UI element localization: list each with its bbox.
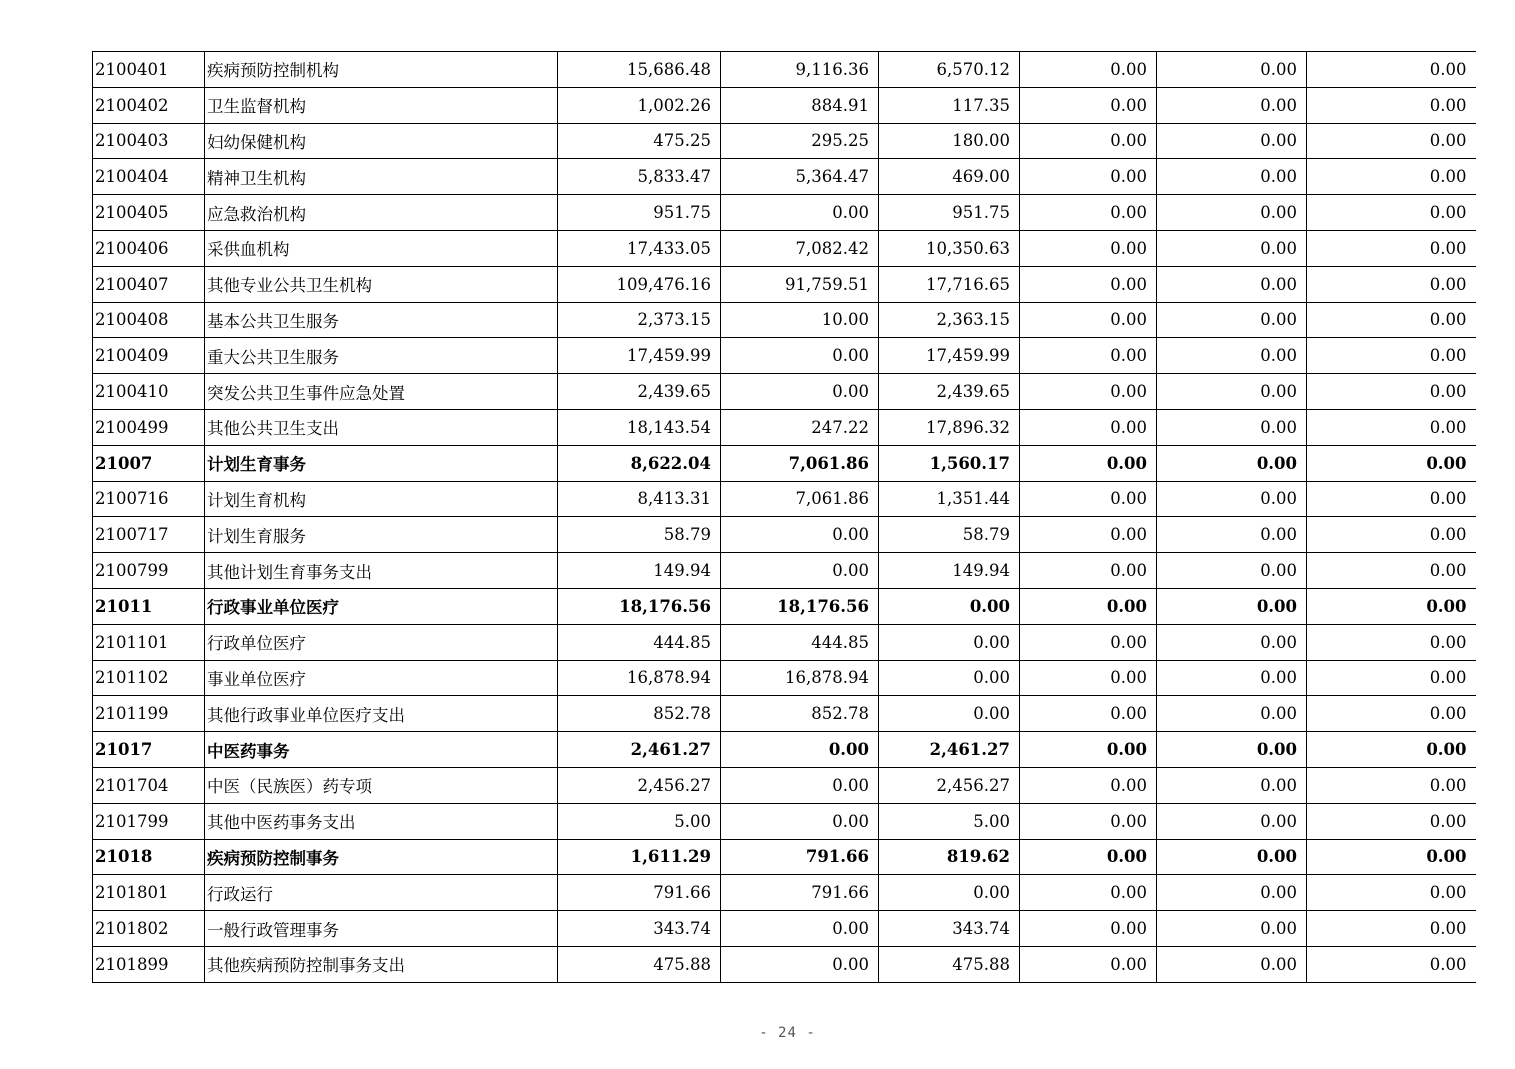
amount-cell: 852.78 bbox=[558, 696, 721, 732]
amount-cell: 0.00 bbox=[1157, 374, 1307, 410]
table-row bbox=[93, 52, 1476, 88]
subject-name-cell: 计划生育服务 bbox=[205, 517, 558, 553]
amount-cell: 0.00 bbox=[1157, 660, 1307, 696]
amount-cell: 0.00 bbox=[721, 911, 879, 947]
amount-cell: 0.00 bbox=[1157, 696, 1307, 732]
amount-cell: 0.00 bbox=[1307, 660, 1476, 696]
amount-cell: 0.00 bbox=[1157, 803, 1307, 839]
table-row bbox=[93, 87, 1476, 123]
table-row bbox=[93, 732, 1476, 768]
amount-cell: 6,570.12 bbox=[879, 52, 1020, 88]
amount-cell: 0.00 bbox=[879, 624, 1020, 660]
amount-cell: 0.00 bbox=[1157, 266, 1307, 302]
subject-code-cell: 2100799 bbox=[93, 553, 205, 589]
amount-cell: 58.79 bbox=[558, 517, 721, 553]
amount-cell: 0.00 bbox=[1157, 946, 1307, 982]
amount-cell: 5,833.47 bbox=[558, 159, 721, 195]
amount-cell: 0.00 bbox=[721, 767, 879, 803]
amount-cell: 475.88 bbox=[558, 946, 721, 982]
amount-cell: 0.00 bbox=[1020, 445, 1157, 481]
amount-cell: 0.00 bbox=[1020, 195, 1157, 231]
amount-cell: 0.00 bbox=[1020, 553, 1157, 589]
subject-code-cell: 2101799 bbox=[93, 803, 205, 839]
table-row bbox=[93, 767, 1476, 803]
subject-code-cell: 2100408 bbox=[93, 302, 205, 338]
subject-code-cell: 2100717 bbox=[93, 517, 205, 553]
amount-cell: 0.00 bbox=[879, 660, 1020, 696]
subject-code-cell: 2101199 bbox=[93, 696, 205, 732]
amount-cell: 2,456.27 bbox=[558, 767, 721, 803]
amount-cell: 0.00 bbox=[1307, 302, 1476, 338]
amount-cell: 0.00 bbox=[1157, 732, 1307, 768]
amount-cell: 1,351.44 bbox=[879, 481, 1020, 517]
subject-code-cell: 21018 bbox=[93, 839, 205, 875]
amount-cell: 5.00 bbox=[558, 803, 721, 839]
subject-code-cell: 21007 bbox=[93, 445, 205, 481]
amount-cell: 0.00 bbox=[1307, 195, 1476, 231]
budget-expenditure-table bbox=[92, 51, 1476, 983]
amount-cell: 9,116.36 bbox=[721, 52, 879, 88]
subject-code-cell: 2101102 bbox=[93, 660, 205, 696]
amount-cell: 2,373.15 bbox=[558, 302, 721, 338]
amount-cell: 0.00 bbox=[1157, 445, 1307, 481]
amount-cell: 0.00 bbox=[1307, 588, 1476, 624]
subject-code-cell: 2100401 bbox=[93, 52, 205, 88]
table-row bbox=[93, 696, 1476, 732]
subject-code-cell: 2101802 bbox=[93, 911, 205, 947]
subject-name-cell: 其他疾病预防控制事务支出 bbox=[205, 946, 558, 982]
table-row bbox=[93, 230, 1476, 266]
amount-cell: 2,461.27 bbox=[879, 732, 1020, 768]
amount-cell: 852.78 bbox=[721, 696, 879, 732]
subject-code-cell: 2100404 bbox=[93, 159, 205, 195]
amount-cell: 149.94 bbox=[558, 553, 721, 589]
amount-cell: 0.00 bbox=[1157, 302, 1307, 338]
table-row bbox=[93, 588, 1476, 624]
amount-cell: 0.00 bbox=[1020, 624, 1157, 660]
amount-cell: 0.00 bbox=[1020, 660, 1157, 696]
amount-cell: 295.25 bbox=[721, 123, 879, 159]
amount-cell: 0.00 bbox=[1307, 87, 1476, 123]
table-row bbox=[93, 839, 1476, 875]
amount-cell: 7,082.42 bbox=[721, 230, 879, 266]
amount-cell: 819.62 bbox=[879, 839, 1020, 875]
amount-cell: 0.00 bbox=[1020, 696, 1157, 732]
subject-name-cell: 精神卫生机构 bbox=[205, 159, 558, 195]
subject-code-cell: 2100406 bbox=[93, 230, 205, 266]
amount-cell: 0.00 bbox=[1307, 517, 1476, 553]
subject-name-cell: 行政单位医疗 bbox=[205, 624, 558, 660]
subject-name-cell: 疾病预防控制机构 bbox=[205, 52, 558, 88]
table-row bbox=[93, 553, 1476, 589]
subject-name-cell: 其他专业公共卫生机构 bbox=[205, 266, 558, 302]
subject-code-cell: 2101704 bbox=[93, 767, 205, 803]
subject-name-cell: 妇幼保健机构 bbox=[205, 123, 558, 159]
amount-cell: 0.00 bbox=[1307, 123, 1476, 159]
amount-cell: 0.00 bbox=[721, 338, 879, 374]
amount-cell: 15,686.48 bbox=[558, 52, 721, 88]
subject-name-cell: 行政运行 bbox=[205, 875, 558, 911]
amount-cell: 884.91 bbox=[721, 87, 879, 123]
amount-cell: 0.00 bbox=[1157, 52, 1307, 88]
subject-name-cell: 基本公共卫生服务 bbox=[205, 302, 558, 338]
amount-cell: 0.00 bbox=[1020, 409, 1157, 445]
amount-cell: 475.25 bbox=[558, 123, 721, 159]
amount-cell: 475.88 bbox=[879, 946, 1020, 982]
amount-cell: 0.00 bbox=[1157, 409, 1307, 445]
subject-name-cell: 计划生育事务 bbox=[205, 445, 558, 481]
amount-cell: 0.00 bbox=[1307, 624, 1476, 660]
table-row bbox=[93, 266, 1476, 302]
amount-cell: 0.00 bbox=[1157, 230, 1307, 266]
amount-cell: 0.00 bbox=[1307, 481, 1476, 517]
amount-cell: 0.00 bbox=[1307, 767, 1476, 803]
subject-code-cell: 2101101 bbox=[93, 624, 205, 660]
amount-cell: 0.00 bbox=[1157, 87, 1307, 123]
table-row bbox=[93, 517, 1476, 553]
subject-name-cell: 行政事业单位医疗 bbox=[205, 588, 558, 624]
amount-cell: 0.00 bbox=[1020, 230, 1157, 266]
amount-cell: 951.75 bbox=[558, 195, 721, 231]
amount-cell: 791.66 bbox=[721, 875, 879, 911]
amount-cell: 0.00 bbox=[1020, 767, 1157, 803]
amount-cell: 0.00 bbox=[1307, 911, 1476, 947]
amount-cell: 2,439.65 bbox=[879, 374, 1020, 410]
amount-cell: 0.00 bbox=[1020, 839, 1157, 875]
amount-cell: 149.94 bbox=[879, 553, 1020, 589]
amount-cell: 469.00 bbox=[879, 159, 1020, 195]
amount-cell: 0.00 bbox=[721, 553, 879, 589]
amount-cell: 0.00 bbox=[1307, 230, 1476, 266]
amount-cell: 0.00 bbox=[1157, 517, 1307, 553]
table-body bbox=[93, 52, 1476, 983]
amount-cell: 8,413.31 bbox=[558, 481, 721, 517]
subject-code-cell: 21017 bbox=[93, 732, 205, 768]
amount-cell: 0.00 bbox=[1307, 732, 1476, 768]
subject-code-cell: 2100410 bbox=[93, 374, 205, 410]
amount-cell: 0.00 bbox=[1020, 52, 1157, 88]
amount-cell: 0.00 bbox=[1020, 87, 1157, 123]
amount-cell: 0.00 bbox=[1307, 875, 1476, 911]
subject-code-cell: 2100499 bbox=[93, 409, 205, 445]
amount-cell: 0.00 bbox=[1307, 839, 1476, 875]
table-row bbox=[93, 946, 1476, 982]
amount-cell: 0.00 bbox=[1157, 553, 1307, 589]
amount-cell: 109,476.16 bbox=[558, 266, 721, 302]
amount-cell: 0.00 bbox=[1307, 803, 1476, 839]
subject-code-cell: 21011 bbox=[93, 588, 205, 624]
subject-name-cell: 重大公共卫生服务 bbox=[205, 338, 558, 374]
amount-cell: 91,759.51 bbox=[721, 266, 879, 302]
amount-cell: 0.00 bbox=[1157, 159, 1307, 195]
amount-cell: 0.00 bbox=[1307, 266, 1476, 302]
amount-cell: 343.74 bbox=[879, 911, 1020, 947]
table-row bbox=[93, 624, 1476, 660]
amount-cell: 0.00 bbox=[1020, 732, 1157, 768]
subject-name-cell: 其他计划生育事务支出 bbox=[205, 553, 558, 589]
amount-cell: 1,002.26 bbox=[558, 87, 721, 123]
subject-name-cell: 其他行政事业单位医疗支出 bbox=[205, 696, 558, 732]
amount-cell: 0.00 bbox=[1307, 409, 1476, 445]
amount-cell: 444.85 bbox=[558, 624, 721, 660]
subject-code-cell: 2101899 bbox=[93, 946, 205, 982]
amount-cell: 0.00 bbox=[1020, 338, 1157, 374]
amount-cell: 0.00 bbox=[721, 803, 879, 839]
amount-cell: 17,896.32 bbox=[879, 409, 1020, 445]
amount-cell: 10.00 bbox=[721, 302, 879, 338]
amount-cell: 0.00 bbox=[721, 374, 879, 410]
table-row bbox=[93, 481, 1476, 517]
table-row bbox=[93, 302, 1476, 338]
amount-cell: 58.79 bbox=[879, 517, 1020, 553]
subject-name-cell: 疾病预防控制事务 bbox=[205, 839, 558, 875]
amount-cell: 0.00 bbox=[721, 517, 879, 553]
amount-cell: 0.00 bbox=[1157, 767, 1307, 803]
amount-cell: 0.00 bbox=[1157, 481, 1307, 517]
amount-cell: 16,878.94 bbox=[558, 660, 721, 696]
subject-name-cell: 其他中医药事务支出 bbox=[205, 803, 558, 839]
amount-cell: 0.00 bbox=[1020, 946, 1157, 982]
amount-cell: 0.00 bbox=[1157, 195, 1307, 231]
amount-cell: 0.00 bbox=[1020, 875, 1157, 911]
amount-cell: 0.00 bbox=[1307, 946, 1476, 982]
amount-cell: 5,364.47 bbox=[721, 159, 879, 195]
table-row bbox=[93, 123, 1476, 159]
amount-cell: 17,459.99 bbox=[879, 338, 1020, 374]
amount-cell: 5.00 bbox=[879, 803, 1020, 839]
amount-cell: 2,456.27 bbox=[879, 767, 1020, 803]
table-row bbox=[93, 875, 1476, 911]
amount-cell: 247.22 bbox=[721, 409, 879, 445]
amount-cell: 117.35 bbox=[879, 87, 1020, 123]
amount-cell: 444.85 bbox=[721, 624, 879, 660]
subject-name-cell: 卫生监督机构 bbox=[205, 87, 558, 123]
amount-cell: 0.00 bbox=[1020, 481, 1157, 517]
subject-code-cell: 2100716 bbox=[93, 481, 205, 517]
amount-cell: 0.00 bbox=[1157, 911, 1307, 947]
amount-cell: 7,061.86 bbox=[721, 445, 879, 481]
amount-cell: 0.00 bbox=[1307, 338, 1476, 374]
amount-cell: 791.66 bbox=[721, 839, 879, 875]
amount-cell: 0.00 bbox=[1157, 839, 1307, 875]
amount-cell: 17,459.99 bbox=[558, 338, 721, 374]
subject-code-cell: 2100403 bbox=[93, 123, 205, 159]
subject-name-cell: 突发公共卫生事件应急处置 bbox=[205, 374, 558, 410]
amount-cell: 0.00 bbox=[1307, 445, 1476, 481]
amount-cell: 0.00 bbox=[1307, 52, 1476, 88]
amount-cell: 0.00 bbox=[879, 588, 1020, 624]
amount-cell: 0.00 bbox=[1307, 553, 1476, 589]
subject-code-cell: 2100402 bbox=[93, 87, 205, 123]
subject-name-cell: 计划生育机构 bbox=[205, 481, 558, 517]
subject-code-cell: 2100407 bbox=[93, 266, 205, 302]
table-row bbox=[93, 159, 1476, 195]
table-row bbox=[93, 409, 1476, 445]
amount-cell: 791.66 bbox=[558, 875, 721, 911]
amount-cell: 0.00 bbox=[1307, 374, 1476, 410]
amount-cell: 0.00 bbox=[1157, 123, 1307, 159]
amount-cell: 0.00 bbox=[1157, 588, 1307, 624]
amount-cell: 343.74 bbox=[558, 911, 721, 947]
amount-cell: 18,143.54 bbox=[558, 409, 721, 445]
amount-cell: 8,622.04 bbox=[558, 445, 721, 481]
subject-name-cell: 应急救治机构 bbox=[205, 195, 558, 231]
amount-cell: 18,176.56 bbox=[558, 588, 721, 624]
amount-cell: 16,878.94 bbox=[721, 660, 879, 696]
table-row bbox=[93, 445, 1476, 481]
subject-name-cell: 事业单位医疗 bbox=[205, 660, 558, 696]
subject-code-cell: 2100409 bbox=[93, 338, 205, 374]
subject-name-cell: 中医药事务 bbox=[205, 732, 558, 768]
subject-name-cell: 中医（民族医）药专项 bbox=[205, 767, 558, 803]
amount-cell: 0.00 bbox=[1020, 517, 1157, 553]
amount-cell: 0.00 bbox=[1157, 624, 1307, 660]
amount-cell: 7,061.86 bbox=[721, 481, 879, 517]
amount-cell: 10,350.63 bbox=[879, 230, 1020, 266]
amount-cell: 2,363.15 bbox=[879, 302, 1020, 338]
amount-cell: 0.00 bbox=[1157, 875, 1307, 911]
page-number: - 24 - bbox=[759, 1025, 816, 1041]
amount-cell: 0.00 bbox=[1020, 588, 1157, 624]
amount-cell: 2,439.65 bbox=[558, 374, 721, 410]
amount-cell: 0.00 bbox=[1020, 266, 1157, 302]
amount-cell: 0.00 bbox=[1307, 696, 1476, 732]
table-row bbox=[93, 374, 1476, 410]
amount-cell: 18,176.56 bbox=[721, 588, 879, 624]
amount-cell: 17,716.65 bbox=[879, 266, 1020, 302]
amount-cell: 0.00 bbox=[1020, 803, 1157, 839]
amount-cell: 0.00 bbox=[1307, 159, 1476, 195]
amount-cell: 17,433.05 bbox=[558, 230, 721, 266]
subject-name-cell: 其他公共卫生支出 bbox=[205, 409, 558, 445]
amount-cell: 0.00 bbox=[879, 696, 1020, 732]
amount-cell: 0.00 bbox=[1020, 911, 1157, 947]
amount-cell: 0.00 bbox=[1020, 374, 1157, 410]
subject-code-cell: 2100405 bbox=[93, 195, 205, 231]
amount-cell: 0.00 bbox=[1020, 302, 1157, 338]
amount-cell: 951.75 bbox=[879, 195, 1020, 231]
subject-code-cell: 2101801 bbox=[93, 875, 205, 911]
amount-cell: 0.00 bbox=[1020, 159, 1157, 195]
table-row bbox=[93, 803, 1476, 839]
amount-cell: 0.00 bbox=[721, 732, 879, 768]
amount-cell: 0.00 bbox=[879, 875, 1020, 911]
amount-cell: 0.00 bbox=[721, 946, 879, 982]
table-row bbox=[93, 195, 1476, 231]
amount-cell: 180.00 bbox=[879, 123, 1020, 159]
subject-name-cell: 采供血机构 bbox=[205, 230, 558, 266]
amount-cell: 2,461.27 bbox=[558, 732, 721, 768]
amount-cell: 1,611.29 bbox=[558, 839, 721, 875]
table-row bbox=[93, 911, 1476, 947]
amount-cell: 1,560.17 bbox=[879, 445, 1020, 481]
amount-cell: 0.00 bbox=[1020, 123, 1157, 159]
table-row bbox=[93, 660, 1476, 696]
amount-cell: 0.00 bbox=[1157, 338, 1307, 374]
amount-cell: 0.00 bbox=[721, 195, 879, 231]
subject-name-cell: 一般行政管理事务 bbox=[205, 911, 558, 947]
table-row bbox=[93, 338, 1476, 374]
